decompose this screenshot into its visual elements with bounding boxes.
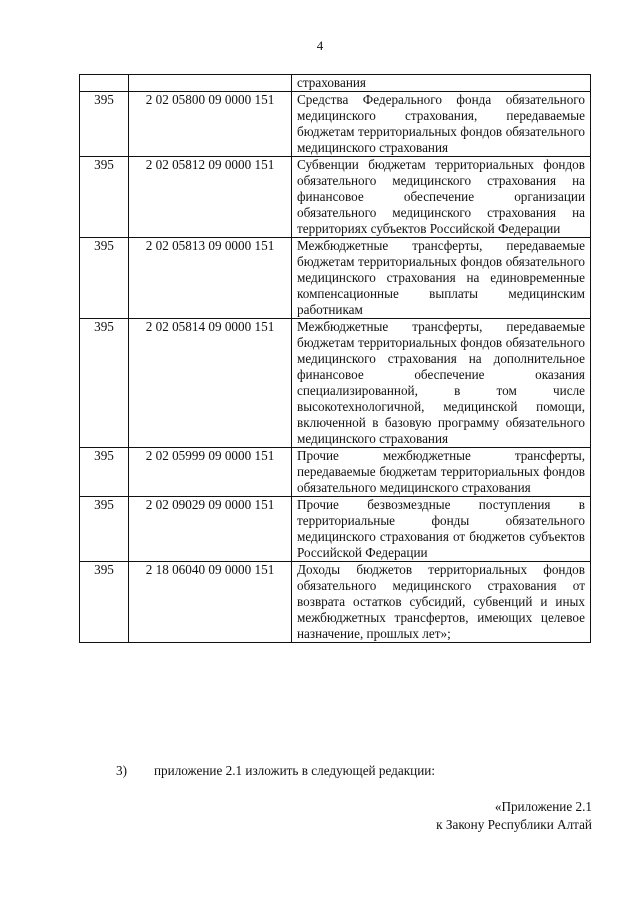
- admin-code-cell: 395: [80, 497, 129, 562]
- admin-code-cell: 395: [80, 157, 129, 238]
- admin-code-cell: 395: [80, 448, 129, 497]
- appendix-title: «Приложение 2.1: [494, 799, 592, 814]
- revenue-name-text: Средства Федерального фонда обязательного медицинского страхования, передаваемые бюджетам территориальных фондов обязательного медицинского страхования: [297, 92, 585, 155]
- admin-code-cell: 395: [80, 319, 129, 448]
- appendix-law-reference: к Закону Республики Алтай: [436, 817, 592, 832]
- table-row: [80, 497, 591, 562]
- revenue-name-text: Прочие безвозмездные поступления в территориальные фонды обязательного медицинского страхования от бюджетов субъектов Российской Федерации: [297, 497, 585, 560]
- revenue-name-cell: [292, 92, 591, 157]
- revenue-name-text: Субвенции бюджетам территориальных фондов обязательного медицинского страхования на финансовое обеспечение организации обязательного медицинского страхования на территориях субъектов Российской Федерации: [297, 157, 585, 236]
- revenue-name-text: Межбюджетные трансферты, передаваемые бюджетам территориальных фондов обязательного медицинского страхования на единовременные компенсационные выплаты медицинским работникам: [297, 238, 585, 317]
- table-body: [80, 75, 591, 643]
- revenue-code-cell: 2 02 05813 09 0000 151: [129, 238, 292, 319]
- revenue-name-text: страхования: [297, 75, 366, 90]
- table-row: [80, 319, 591, 448]
- revenue-codes-table: [79, 74, 591, 643]
- table-row: [80, 238, 591, 319]
- list-item-number: 3): [116, 763, 127, 778]
- table-row: [80, 448, 591, 497]
- admin-code-cell: 395: [80, 238, 129, 319]
- revenue-code-cell: 2 02 05814 09 0000 151: [129, 319, 292, 448]
- revenue-code-cell: [129, 75, 292, 92]
- revenue-name-cell: [292, 448, 591, 497]
- table-row: [80, 157, 591, 238]
- appendix-caption: [436, 798, 592, 834]
- revenue-code-cell: 2 02 09029 09 0000 151: [129, 497, 292, 562]
- revenue-name-cell: [292, 238, 591, 319]
- revenue-code-cell: 2 02 05800 09 0000 151: [129, 92, 292, 157]
- revenue-name-cell: [292, 497, 591, 562]
- page-number: 4: [316, 38, 324, 53]
- table-row: [80, 92, 591, 157]
- table-row: [80, 562, 591, 643]
- table-row: [80, 75, 591, 92]
- admin-code-cell: 395: [80, 92, 129, 157]
- revenue-name-text: Доходы бюджетов территориальных фондов обязательного медицинского страхования от возврата остатков субсидий, субвенций и иных межбюджетных трансфертов, имеющих целевое назначение, прошлых лет»;: [297, 562, 585, 641]
- admin-code-cell: [80, 75, 129, 92]
- revenue-name-cell: [292, 157, 591, 238]
- revenue-name-cell: [292, 75, 591, 92]
- revenue-name-cell: [292, 319, 591, 448]
- revenue-code-cell: 2 02 05999 09 0000 151: [129, 448, 292, 497]
- revenue-code-cell: 2 18 06040 09 0000 151: [129, 562, 292, 643]
- revenue-code-cell: 2 02 05812 09 0000 151: [129, 157, 292, 238]
- list-item-text: приложение 2.1 изложить в следующей редакции:: [154, 763, 435, 778]
- list-item-3: [116, 763, 536, 779]
- revenue-name-text: Межбюджетные трансферты, передаваемые бюджетам территориальных фондов обязательного медицинского страхования на дополнительное финансовое обеспечение оказания специализированной, в том числе высокотехнологичной, медицинской помощи, включенной в базовую программу обязательного медицинского страхования: [297, 319, 585, 446]
- revenue-name-cell: [292, 562, 591, 643]
- admin-code-cell: 395: [80, 562, 129, 643]
- revenue-name-text: Прочие межбюджетные трансферты, передаваемые бюджетам территориальных фондов обязательного медицинского страхования: [297, 448, 585, 495]
